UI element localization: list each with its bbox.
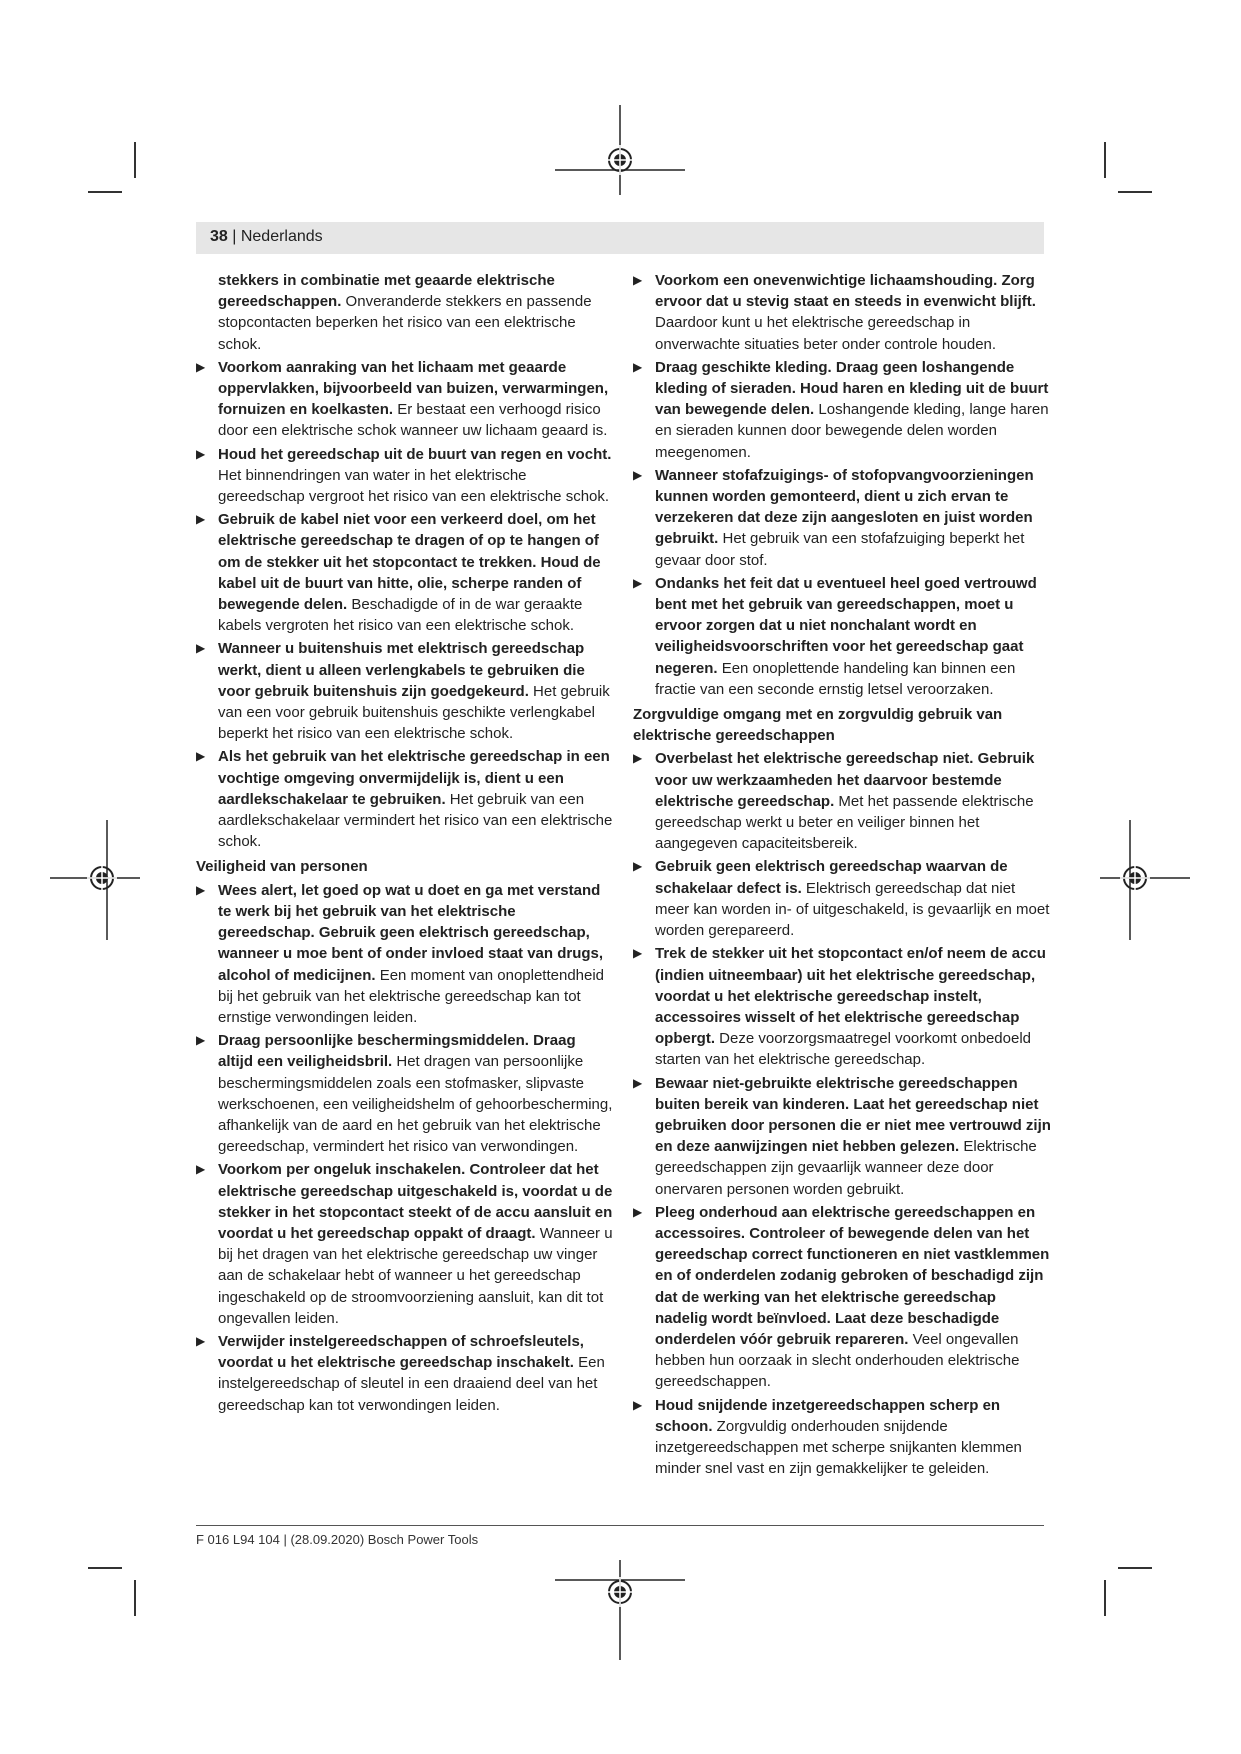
crop-mark: [1118, 191, 1152, 193]
triangle-bullet-icon: ▶: [196, 512, 206, 527]
section-heading: Veiligheid van personen: [196, 858, 368, 876]
triangle-bullet-icon: ▶: [196, 882, 206, 897]
instruction-text: Beschadigde of in de war geraakte kabels vergroten het risico van een elektrische schok.: [218, 596, 583, 635]
instruction-bold: Ondanks het feit dat u eventueel heel goed vertrouwd bent met het gebruik van gereedschappen, moet u ervoor zorgen dat u niet nonchalant wordt en veiligheidsvoorschriften voor het gereedschap gaat negeren.: [655, 574, 1037, 677]
registration-mark-icon: [555, 1560, 685, 1660]
triangle-bullet-icon: ▶: [633, 1204, 643, 1219]
instruction-text: Een moment van onoplettendheid bij het gebruik van het elektrische gereedschap kan tot ernstige verwondingen leiden.: [218, 966, 605, 1026]
instruction-text: Het binnendringen van water in het elektrische gereedschap vergroot het risico van een elektrische schok.: [218, 466, 610, 506]
triangle-bullet-icon: ▶: [633, 1075, 643, 1090]
triangle-bullet-icon: ▶: [196, 749, 206, 764]
page-header-bar: [196, 222, 1044, 254]
instruction-bold: stekkers in combinatie met geaarde elektrische gereedschappen.: [218, 272, 555, 311]
instruction-text: Het gebruik van een aardlekschakelaar vermindert het risico van een elektrische schok.: [218, 790, 613, 851]
safety-instruction: [633, 465, 1051, 571]
safety-instruction: [633, 1073, 1051, 1200]
instruction-bold: Als het gebruik van het elektrische gereedschap in een vochtige omgeving onvermijdelijk is, dient u een aardlekschakelaar te gebruiken.: [218, 748, 610, 808]
safety-instruction: [633, 856, 1051, 941]
safety-instruction: [196, 1030, 614, 1157]
instruction-bold: Houd het gereedschap uit de buurt van regen en vocht.: [218, 445, 612, 463]
safety-instruction: [633, 1202, 1051, 1393]
safety-instruction: [633, 1395, 1051, 1480]
triangle-bullet-icon: ▶: [633, 359, 643, 374]
crop-mark: [88, 1567, 122, 1569]
instruction-text: Veel ongevallen hebben hun oorzaak in slecht onderhouden elektrische gereedschappen.: [655, 1330, 1020, 1391]
safety-instruction: [633, 748, 1051, 854]
triangle-bullet-icon: ▶: [196, 359, 206, 374]
instruction-text: Elektrische gereedschappen zijn gevaarlijk wanneer deze door onervaren personen worden gebruikt.: [655, 1138, 1037, 1198]
instruction-text: Een instelgereedschap of sleutel in een draaiend deel van het gereedschap kan tot verwondingen leiden.: [218, 1354, 605, 1414]
crop-mark: [1104, 1580, 1106, 1616]
triangle-bullet-icon: ▶: [196, 1162, 206, 1177]
crop-mark: [1118, 1567, 1152, 1569]
registration-mark-icon: [1100, 820, 1190, 940]
left-column: [196, 270, 614, 1418]
triangle-bullet-icon: ▶: [196, 446, 206, 461]
registration-mark-icon: [555, 105, 685, 195]
instruction-bold: Verwijder instelgereedschappen of schroefsleutels, voordat u het elektrische gereedschap inschakelt.: [218, 1332, 584, 1372]
triangle-bullet-icon: ▶: [633, 467, 643, 482]
instruction-bold: Voorkom een onevenwichtige lichaamshouding. Zorg ervoor dat u stevig staat en steeds in evenwicht blijft.: [655, 272, 1036, 311]
instruction-bold: Draag geschikte kleding. Draag geen loshangende kleding of sieraden. Houd haren en kleding uit de buurt van bewegende delen.: [655, 358, 1049, 419]
safety-instruction: [196, 357, 614, 442]
triangle-bullet-icon: ▶: [633, 1397, 643, 1412]
triangle-bullet-icon: ▶: [196, 1333, 206, 1348]
instruction-bold: Voorkom per ongeluk inschakelen. Controleer dat het elektrische gereedschap uitgeschakeld is, voordat u de stekker in het stopcontact steekt of de accu aansluit en voordat u het gereedschap oppakt of draagt.: [218, 1161, 613, 1242]
instruction-bold: Wees alert, let goed op wat u doet en ga met verstand te werk bij het gebruik van het elektrische gereedschap. Gebruik geen elektrisch gereedschap, wanneer u moe bent of onder invloed staat van drugs, alcohol of medicijnen.: [218, 881, 604, 984]
instruction-text: Met het passende elektrische gereedschap werkt u beter en veiliger binnen het aangegeven capaciteitsbereik.: [655, 792, 1034, 853]
triangle-bullet-icon: ▶: [633, 946, 643, 961]
safety-instruction: [196, 444, 614, 508]
safety-instruction: [633, 573, 1051, 700]
instruction-bold: Draag persoonlijke beschermingsmiddelen. Draag altijd een veiligheidsbril.: [218, 1032, 576, 1071]
triangle-bullet-icon: ▶: [196, 641, 206, 656]
crop-mark: [134, 1580, 136, 1616]
instruction-text: Een onoplettende handeling kan binnen een fractie van een seconde ernstig letsel veroorzaken.: [655, 659, 1016, 698]
triangle-bullet-icon: ▶: [633, 751, 643, 766]
safety-instruction: [196, 509, 614, 636]
safety-instruction: [196, 1331, 614, 1416]
instruction-bold: Trek de stekker uit het stopcontact en/of neem de accu (indien uitneembaar) uit het elektrische gereedschap, voordat u het elektrische gereedschap instelt, accessoires wisselt of het elektrische gereedschap opbergt.: [655, 945, 1046, 1048]
header-separator: |: [227, 228, 241, 245]
instruction-text: Elektrisch gereedschap dat niet meer kan worden in- of uitgeschakeld, is gevaarlijk en moet worden gerepareerd.: [655, 879, 1050, 940]
footer-text: F 016 L94 104 | (28.09.2020) Bosch Power Tools: [196, 1532, 479, 1547]
instruction-bold: Wanneer u buitenshuis met elektrisch gereedschap werkt, dient u alleen verlengkabels te gebruiken die voor gebruik buitenshuis zijn goedgekeurd.: [218, 640, 585, 700]
instruction-bold: Pleeg onderhoud aan elektrische gereedschappen en accessoires. Controleer of bewegende delen van het gereedschap correct functioneren en niet vastklemmen en of onderdelen zodanig gebroken of beschadigd zijn dat de werking van het elektrische gereedschap nadelig wordt beïnvloed. Laat deze beschadigde onderdelen vóór gebruik repareren.: [655, 1203, 1050, 1348]
instruction-bold: Overbelast het elektrische gereedschap niet. Gebruik voor uw werkzaamheden het daarvoor bestemde elektrische gereedschap.: [655, 750, 1035, 810]
safety-instruction: [633, 270, 1051, 355]
crop-mark: [88, 191, 122, 193]
safety-instruction: [196, 270, 614, 355]
crop-mark: [1104, 142, 1106, 178]
instruction-text: Het gebruik van een stofafzuiging beperkt het gevaar door stof.: [655, 530, 1025, 569]
safety-instruction: [196, 880, 614, 1028]
section-heading: Zorgvuldige omgang met en zorgvuldig gebruik van elektrische gereedschappen: [633, 706, 1003, 745]
instruction-bold: Wanneer stofafzuigings- of stofopvangvoorzieningen kunnen worden gemonteerd, dient u zich ervan te verzekeren dat deze zijn aangesloten en juist worden gebruikt.: [655, 466, 1034, 548]
triangle-bullet-icon: ▶: [196, 1033, 206, 1048]
instruction-text: Loshangende kleding, lange haren en sieraden kunnen door bewegende delen worden meegenomen.: [655, 401, 1049, 461]
page-header: [210, 228, 323, 246]
safety-instruction: [196, 638, 614, 744]
instruction-text: Daardoor kunt u het elektrische gereedschap in onverwachte situaties beter onder controle houden.: [655, 314, 997, 353]
instruction-text: Wanneer u bij het dragen van het elektrische gereedschap uw vinger aan de schakelaar hebt of wanneer u het gereedschap ingeschakeld op de stroomvoorziening aansluit, kan dit tot ongevallen leiden.: [218, 1224, 613, 1327]
triangle-bullet-icon: ▶: [633, 575, 643, 590]
registration-mark-icon: [50, 820, 140, 940]
right-column: [633, 270, 1051, 1481]
instruction-text: Deze voorzorgsmaatregel voorkomt onbedoeld starten van het elektrische gereedschap.: [655, 1030, 1032, 1069]
triangle-bullet-icon: ▶: [633, 859, 643, 874]
instruction-bold: Gebruik geen elektrisch gereedschap waarvan de schakelaar defect is.: [655, 858, 1008, 897]
crop-mark: [134, 142, 136, 178]
instruction-bold: Bewaar niet-gebruikte elektrische gereedschappen buiten bereik van kinderen. Laat het gereedschap niet gebruiken door personen die er niet mee vertrouwd zijn en deze aanwijzingen niet hebben gelezen.: [655, 1074, 1051, 1156]
header-language: Nederlands: [240, 228, 323, 245]
page-number: 38: [210, 228, 228, 245]
safety-instruction: [196, 1159, 614, 1329]
instruction-bold: Voorkom aanraking van het lichaam met geaarde oppervlakken, bijvoorbeeld van buizen, verwarmingen, fornuizen en koelkasten.: [218, 358, 609, 419]
instruction-text: Het gebruik van een voor gebruik buitenshuis geschikte verlengkabel beperkt het risico van een elektrische schok.: [218, 682, 610, 743]
safety-instruction: [196, 746, 614, 852]
safety-instruction: [633, 943, 1051, 1070]
instruction-text: Zorgvuldig onderhouden snijdende inzetgereedschappen met scherpe snijkanten klemmen minder snel vast en zijn gemakkelijker te geleiden.: [655, 1417, 1022, 1478]
safety-instruction: [633, 357, 1051, 463]
instruction-bold: Gebruik de kabel niet voor een verkeerd doel, om het elektrische gereedschap te dragen of op te hangen of om de stekker uit het stopcontact te trekken. Houd de kabel uit de buurt van hitte, olie, scherpe randen of bewegende delen.: [218, 511, 601, 614]
instruction-text: Het dragen van persoonlijke beschermingsmiddelen zoals een stofmasker, slipvaste werkschoenen, een veiligheidshelm of gehoorbescherming, afhankelijk van de aard en het gebruik van het elektrische gereedschap, vermindert het risico van verwondingen.: [218, 1053, 613, 1156]
instruction-text: Onveranderde stekkers en passende stopcontacten beperken het risico van een elektrische schok.: [218, 293, 592, 353]
triangle-bullet-icon: ▶: [633, 273, 643, 287]
instruction-text: Er bestaat een verhoogd risico door een elektrische schok wanneer uw lichaam geaard is.: [218, 401, 608, 440]
footer-divider: [196, 1525, 1044, 1526]
instruction-bold: Houd snijdende inzetgereedschappen scherp en schoon.: [655, 1396, 1001, 1435]
